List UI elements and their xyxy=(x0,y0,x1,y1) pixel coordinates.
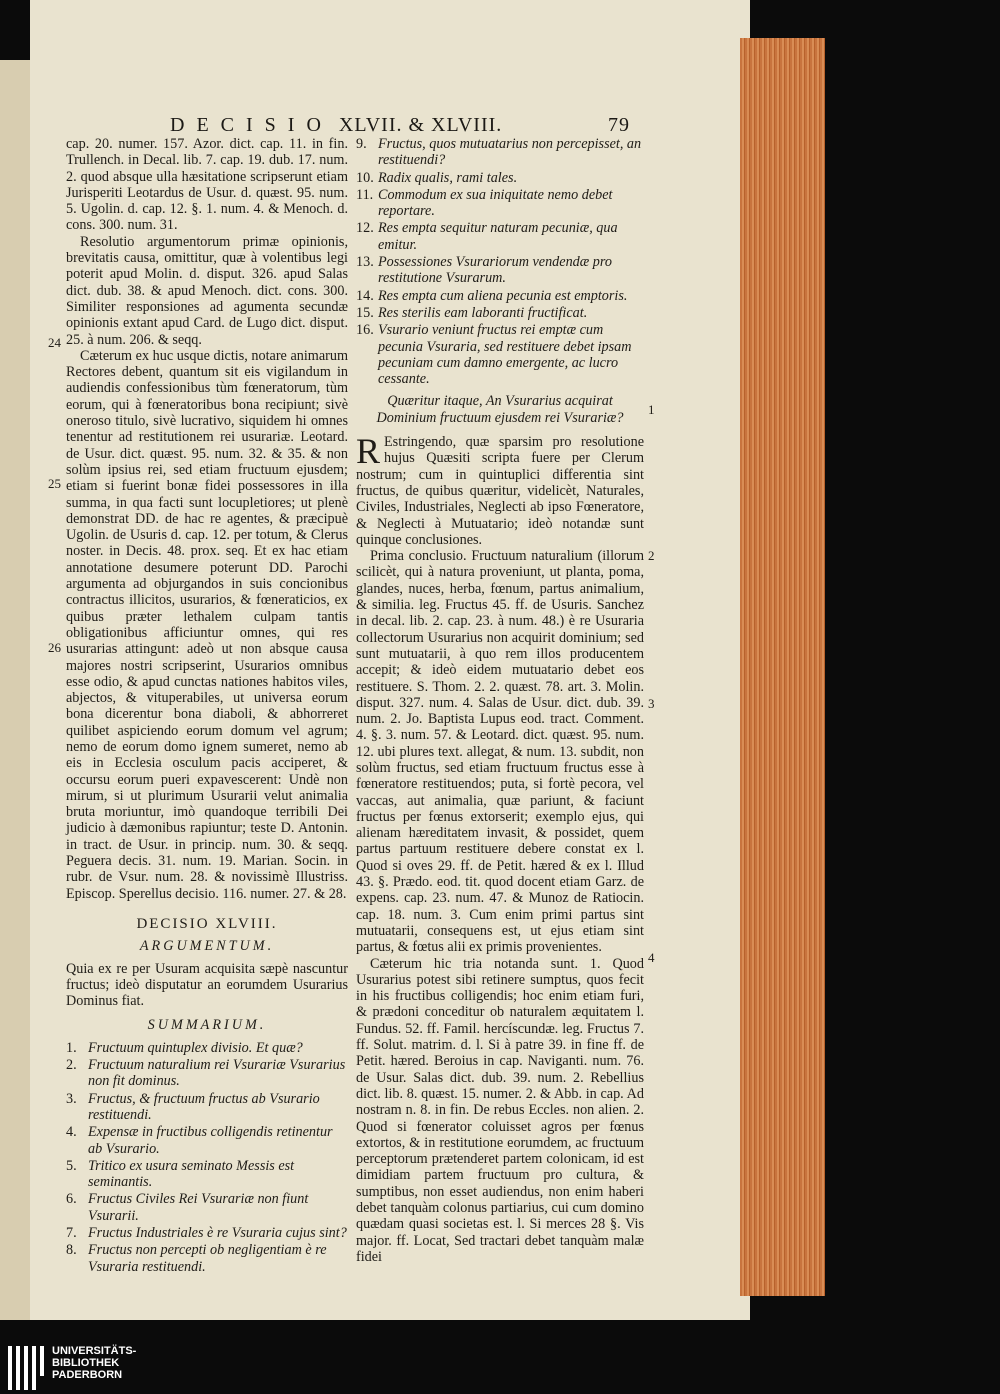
margin-number: 24 xyxy=(48,335,61,350)
summarium-list-right xyxy=(356,136,644,387)
library-footer xyxy=(0,1320,1000,1394)
summarium-item: 3. Fructus, & fructuum fructus ab Vsurario restituendi. xyxy=(66,1090,320,1123)
section-title: DECISIO XLVIII. xyxy=(136,915,278,932)
right-paragraph-2: Prima conclusio. Fructuum naturalium (illorum scilicèt, qui à natura proveniunt, ut planta, poma, glandes, nuces, herba, fœnum, partus animalium, & similia. leg. Fructus 45. ff. de Usuris. Sanchez in decal. lib. 2. cap. 23. à num. 48.) è re Usuraria collectorum Usurarius non acquirit dominium; sed sunt mutuatarii, à quo rem illos producentem accepit; & ideò eidem mutuatario debet eos restituere. S. Thom. 2. 2. quæst. 78. art. 3. Molin. disput. 327. num. 4. Salas de Usur. dict. dub. 39. num. 2. Jo. Baptista Lupus eod. tract. Comment. 4. §. 3. num. 57. & Leotard. dict. quæst. 95. num. 12. ubi plures text. allegat, & num. 13. subdit, non solùm fructus, sed etiam fructuum fructus esse à fœneratore restituendos; puta, si fortè pecora, vel vaccas, aut animalia, quæ pariunt, & faciunt fructus per fœnus extorserit; exemplo ejus, qui alienam hæreditatem invasit, & possidet, quem partus partuum restituere debere constat ex l. Quod si oves 29. ff. de Petit. hæred & ex l. Illud 43. §. Prædo. eod. tit. quod docent etiam Garz. de expens. cap. 23. num. 47. & Munoz de Ratiocin. cap. 18. num. 3. Cum enim primi partus sint mutuatarii, consequens est, ut ejus etiam sint partus, & fœtus alii ex primis provenientes. xyxy=(356,548,644,956)
argumentum-text: Quia ex re per Usuram acquisita sæpè nascuntur fructus; ideò disputatur an eorumdem Usurarius Dominus fiat. xyxy=(66,960,348,1010)
page-edge-stack xyxy=(740,38,825,1296)
summarium-item: 15. Res sterilis eam laboranti fructificat. xyxy=(356,304,588,321)
summarium-item: 7. Fructus Industriales è re Vsuraria cujus sint? xyxy=(66,1225,347,1241)
running-header xyxy=(170,114,630,137)
summarium-item: 10. Radix qualis, rami tales. xyxy=(356,169,518,186)
margin-number: 4 xyxy=(648,950,655,965)
summarium-item: 12. Res empta sequitur naturam pecuniæ, qua emitur. xyxy=(356,220,618,253)
summarium-item: 2. Fructuum naturalium rei Vsurariæ Vsurarius non fit dominus. xyxy=(66,1057,346,1090)
summarium-item: 9. Fructus, quos mutuatarius non percepisset, an restituendi? xyxy=(356,136,642,169)
library-name: UNIVERSITÄTS- BIBLIOTHEK PADERBORN xyxy=(52,1345,137,1381)
library-logo-icon xyxy=(8,1346,44,1390)
drop-cap: R xyxy=(356,431,381,472)
background xyxy=(825,0,1000,1320)
left-paragraph-1: cap. 20. numer. 157. Azor. dict. cap. 11. in fin. Trullench. in Decal. lib. 7. cap. 19. dub. 17. num. 2. quod absque ulla hæsitatione scripserunt etiam Jurisperiti Leotardus de Usur. d. quæst. 95. num. 5. Ugolin. d. cap. 12. §. 1. num. 4. & Menoch. d. cons. 300. num. 31. xyxy=(66,136,348,234)
left-paragraph-3: Cæterum ex huc usque dictis, notare animarum Rectores debent, quantum sit eis vigilandum in audiendis confessionibus tùm fœneratorum, tùm eorum, qui à fœneratoribus bona recipiunt; sivè oneroso titulo, sivè lucrativo, siquidem hi omnes tenentur ad restitutionem rei usurariæ. Leotard. de Usur. dict. quæst. 95. num. 32. & 35. & non solùm ipsius rei, sed etiam fructuum ejusdem; etiam si fuerint bonæ fidei possessores in illa summa, in qua facti sunt locupletiores; ut plenè demonstrat DD. de hac re agentes, & præcipuè Ugolin. de Usuris d. cap. 12. per totum, & Clerus noster. in Decis. 48. prox. seq. Et ex hac etiam annotatione desumere poterunt DD. Parochi argumenta ad objurgandos in suis concionibus contractus illicitos, usurarios, & fœneraticios, ex quibus præter lethalem culpam tantis obligationibus afficiuntur omnes, qui res usurarias attingunt: adeò ut non absque causa majores nostri scripserint, Usurarios omnibus esse odio, & apud cunctas nationes habitos viles, abjectos, & vituperabiles, ut universa eorum bona dicerentur bona diaboli, & abhorreret quilibet aspiciendo eorum domum vel agrum; nemo de eorum domo ignem sumeret, nemo ab eis in Ecclesia osculum pacis acciperet, & occursu eorum pueri expavescerent: Undè non mirum, si ut plurimum Usurarii velut animalia bruta moriuntur, imò quandoque terribili Dei judicio à dæmonibus rapiuntur; teste D. Antonin. in tract. de Usur. in princip. num. 30. & seqq. Peguera decis. 31. num. 19. Marian. Socin. in rubr. de Vsur. num. 28. & novissimè Illustriss. Episcop. Sperellus decisio. 116. numer. 27. & 28. xyxy=(66,347,348,902)
argumentum-title: ARGUMENTUM. xyxy=(139,938,275,955)
margin-number: 26 xyxy=(48,640,61,655)
summarium-list-left xyxy=(66,1040,348,1275)
page-number: 79 xyxy=(608,114,630,136)
summarium-item: 4. Expensæ in fructibus colligendis retinentur ab Vsurario. xyxy=(66,1124,333,1157)
margin-number: 3 xyxy=(648,696,655,711)
summarium-item: 13. Possessiones Vsurariorum vendendæ pro restitutione Vsurarum. xyxy=(356,254,612,287)
left-paragraph-2: Resolutio argumentorum primæ opinionis, brevitatis causa, omittitur, quæ à volentibus legi poterit apud Molin. d. disput. 326. apud Salas dict. dub. 38. & apud Menoch. dict. cons. 300. Similiter responsiones ad agumenta secundæ opinionis extant apud Card. de Lugo dict. disput. 25. à num. 206. & seqq. xyxy=(66,233,348,348)
summarium-item: 1. Fructuum quintuplex divisio. Et quæ? xyxy=(66,1039,303,1056)
right-paragraph-1: R Estringendo, quæ sparsim pro resolutione hujus Quæsiti scripta fuere per Clerum nostrum; cum in quintuplici differentia sint fructus, de quibus quæritur, videlicèt, Naturales, Civiles, Industriales, Neglecti ab ipso Fœneratore, & Neglecti à Mutuatario; ideò notandæ sunt quinque conclusiones. xyxy=(356,431,644,548)
question-heading: Quæritur itaque, An Vsurarius acquirat Dominium fructuum ejusdem rei Vsurariæ? xyxy=(376,393,624,426)
margin-number: 25 xyxy=(48,476,61,491)
margin-number: 1 xyxy=(648,402,655,417)
summarium-item: 8. Fructus non percepti ob negligentiam è re Vsuraria restituendi. xyxy=(66,1242,327,1275)
header-decisions: XLVII. & XLVIII. xyxy=(338,114,503,136)
left-column xyxy=(66,136,348,1276)
header-word: DECISIO xyxy=(170,114,333,136)
right-paragraph-3: Cæterum hic tria notanda sunt. 1. Quod Usurarius potest sibi retinere sumptus, quos fecit in his fructibus colligendis; hoc enim etiam furi, & prædoni conceditur ob naturalem æquitatem l. Fundus. 52. ff. Famil. hercíscundæ. leg. Fructus 7. ff. Solut. matrim. d. l. Si à patre 39. in fine ff. de Petit. hæred. Beroius in cap. Naviganti. num. 76. de Usur. Salas dict. dub. 39. num. 2. Rebellius dict. lib. 8. quæst. 15. numer. 2. & Abb. in cap. Ad nostram n. 8. in fin. De rebus Eccles. non alien. 2. Quod si fœnerator coluisset agros per fœnus extortos, & in restitutione eorumdem, ac fructuum perceptorum prætenderet partem colonicam, id est dimidiam partem fructuum pro cultura, & sumptibus, non esset audiendus, non enim haberi debet tanquàm colonus partiarius, cui cum domino quædam quasi societas est. l. Si merces 28 §. Vis major. ff. Locat, Sed tractari debet tanquàm malæ fidei xyxy=(356,955,644,1265)
right-column xyxy=(356,136,644,1265)
summarium-item: 16. Vsurario veniunt fructus rei emptæ cum pecunia Vsuraria, sed restituere debet ipsam pecuniam cum damno emergente, ac lucro cessante. xyxy=(356,322,632,388)
summarium-item: 11. Commodum ex sua iniquitate nemo debet reportare. xyxy=(356,186,613,220)
left-page-edge xyxy=(0,60,32,1320)
summarium-item: 6. Fructus Civiles Rei Vsurariæ non fiunt Vsurarii. xyxy=(66,1191,309,1224)
summarium-item: 14. Res empta cum aliena pecunia est emptoris. xyxy=(356,287,628,304)
margin-number: 2 xyxy=(648,548,655,563)
summarium-item: 5. Tritico ex usura seminato Messis est seminantis. xyxy=(66,1157,295,1191)
summarium-title: SUMMARIUM. xyxy=(147,1017,267,1034)
